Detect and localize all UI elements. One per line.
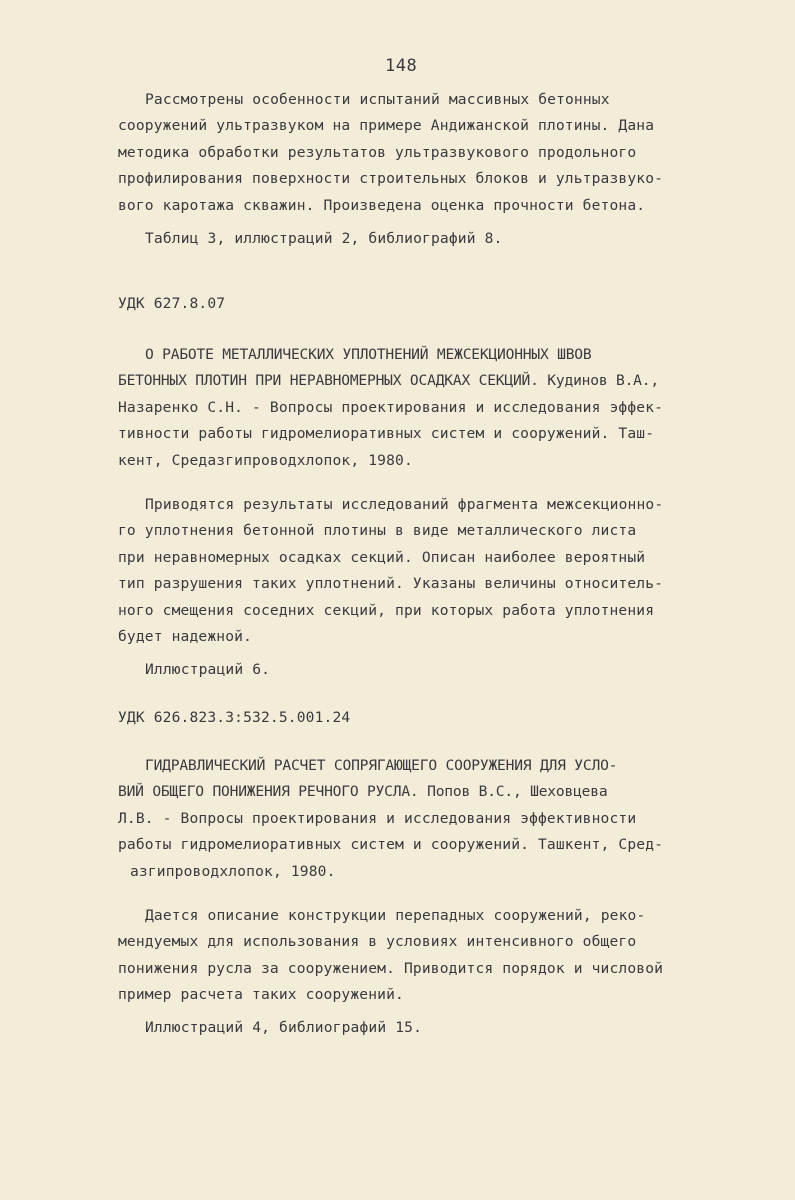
entry-2-abstract-line-6: будет надежной. xyxy=(118,628,253,645)
entry-2-abstract-line-5: ного смещения соседних секций, при которых работа уплотнения xyxy=(118,602,655,619)
entry-2-stats: Иллюстраций 6. xyxy=(145,661,271,678)
abstract-1-line-5: вого каротажа скважин. Произведена оценка прочности бетона. xyxy=(118,197,646,214)
udk-2: УДК 627.8.07 xyxy=(118,295,226,312)
entry-3-abstract-line-2: мендуемых для использования в условиях интенсивного общего xyxy=(118,933,637,950)
abstract-1-line-3: методика обработки результатов ультразвукового продольного xyxy=(118,144,637,161)
entry-3-citation-line-3: Л.В. - Вопросы проектирования и исследования эффективности xyxy=(118,810,637,827)
entry-2-abstract-line-3: при неравномерных осадках секций. Описан наиболее вероятный xyxy=(118,549,646,566)
entry-3-stats: Иллюстраций 4, библиографий 15. xyxy=(145,1019,423,1036)
abstract-1-stats: Таблиц 3, иллюстраций 2, библиографий 8. xyxy=(145,230,503,247)
abstract-1-line-4: профилирования поверхности строительных блоков и ультразвуко- xyxy=(118,170,664,187)
entry-2-citation-line-1: О РАБОТЕ МЕТАЛЛИЧЕСКИХ УПЛОТНЕНИЙ МЕЖСЕКЦИОННЫХ ШВОВ xyxy=(145,346,592,363)
page-number: 148 xyxy=(385,56,418,76)
entry-3-abstract-line-3: понижения русла за сооружением. Приводится порядок и числовой xyxy=(118,960,664,977)
entry-3-citation-line-4: работы гидромелиоративных систем и сооружений. Ташкент, Сред- xyxy=(118,836,664,853)
entry-2-abstract-line-1: Приводятся результаты исследований фрагмента межсекционно- xyxy=(145,496,664,513)
entry-3-citation-line-5: азгипроводхлопок, 1980. xyxy=(130,863,336,880)
entry-3-citation-line-1: ГИДРАВЛИЧЕСКИЙ РАСЧЕТ СОПРЯГАЮЩЕГО СООРУЖЕНИЯ ДЛЯ УСЛО- xyxy=(145,757,618,774)
entry-3-abstract-line-4: пример расчета таких сооружений. xyxy=(118,986,404,1003)
entry-3-citation-line-2: ВИЙ ОБЩЕГО ПОНИЖЕНИЯ РЕЧНОГО РУСЛА. Попов В.С., Шеховцева xyxy=(118,783,608,800)
entry-2-citation-line-2: БЕТОННЫХ ПЛОТИН ПРИ НЕРАВНОМЕРНЫХ ОСАДКАХ СЕКЦИЙ. Кудинов В.А., xyxy=(118,372,659,389)
udk-3: УДК 626.823.3:532.5.001.24 xyxy=(118,709,351,726)
entry-2-citation-line-4: тивности работы гидромелиоративных систем и сооружений. Таш- xyxy=(118,425,655,442)
entry-2-abstract-line-4: тип разрушения таких уплотнений. Указаны величины относитель- xyxy=(118,575,664,592)
entry-2-citation-line-5: кент, Средазгипроводхлопок, 1980. xyxy=(118,452,413,469)
entry-2-abstract-line-2: го уплотнения бетонной плотины в виде металлического листа xyxy=(118,522,637,539)
entry-2-citation-line-3: Назаренко С.Н. - Вопросы проектирования и исследования эффек- xyxy=(118,399,664,416)
abstract-1-line-2: сооружений ультразвуком на примере Андижанской плотины. Дана xyxy=(118,117,655,134)
abstract-1-line-1: Рассмотрены особенности испытаний массивных бетонных xyxy=(145,91,610,108)
entry-3-abstract-line-1: Дается описание конструкции перепадных сооружений, реко- xyxy=(145,907,646,924)
